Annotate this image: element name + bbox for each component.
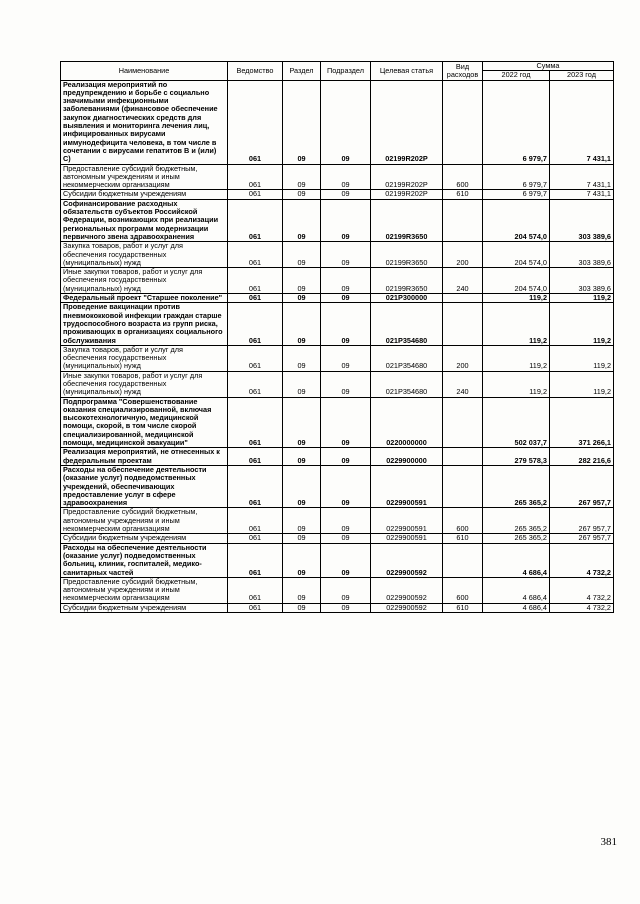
department-cell: 061 bbox=[228, 80, 283, 164]
name-cell: Закупка товаров, работ и услуг для обеспечения государственных (муниципальных) нужд bbox=[61, 345, 228, 371]
expense-type-cell bbox=[443, 448, 483, 466]
department-cell: 061 bbox=[228, 448, 283, 466]
subsection-cell: 09 bbox=[321, 397, 371, 448]
table-row bbox=[61, 80, 614, 164]
name-cell: Софинансирование расходных обязательств субъектов Российской Федерации, возникающих при реализации региональных программ модернизации первичного звена здравоохранения bbox=[61, 199, 228, 241]
department-cell: 061 bbox=[228, 543, 283, 577]
table-row bbox=[61, 508, 614, 534]
table-row bbox=[61, 465, 614, 507]
department-cell: 061 bbox=[228, 268, 283, 294]
subsection-cell: 09 bbox=[321, 242, 371, 268]
column-header-sum: Сумма bbox=[483, 62, 614, 71]
section-cell: 09 bbox=[283, 543, 321, 577]
amount-2022-cell: 119,2 bbox=[483, 303, 550, 345]
expense-type-cell: 610 bbox=[443, 603, 483, 612]
target-article-cell: 0229900591 bbox=[371, 465, 443, 507]
department-cell: 061 bbox=[228, 577, 283, 603]
table-row bbox=[61, 577, 614, 603]
column-header-section: Раздел bbox=[283, 62, 321, 81]
amount-2023-cell: 119,2 bbox=[550, 303, 614, 345]
subsection-cell: 09 bbox=[321, 199, 371, 241]
table-row bbox=[61, 448, 614, 466]
subsection-cell: 09 bbox=[321, 268, 371, 294]
amount-2022-cell: 204 574,0 bbox=[483, 268, 550, 294]
name-cell: Расходы на обеспечение деятельности (оказание услуг) подведомственных учреждений, обеспечивающих предоставление услуг в сфере здравоохранения bbox=[61, 465, 228, 507]
name-cell: Субсидии бюджетным учреждениям bbox=[61, 534, 228, 543]
amount-2023-cell: 303 389,6 bbox=[550, 268, 614, 294]
expense-type-cell: 600 bbox=[443, 577, 483, 603]
column-header-subsection: Подраздел bbox=[321, 62, 371, 81]
amount-2023-cell: 4 732,2 bbox=[550, 543, 614, 577]
department-cell: 061 bbox=[228, 199, 283, 241]
subsection-cell: 09 bbox=[321, 465, 371, 507]
amount-2022-cell: 265 365,2 bbox=[483, 508, 550, 534]
table-row bbox=[61, 603, 614, 612]
table-row bbox=[61, 190, 614, 199]
subsection-cell: 09 bbox=[321, 371, 371, 397]
section-cell: 09 bbox=[283, 294, 321, 303]
amount-2022-cell: 204 574,0 bbox=[483, 199, 550, 241]
subsection-cell: 09 bbox=[321, 448, 371, 466]
section-cell: 09 bbox=[283, 164, 321, 190]
name-cell: Реализация мероприятий по предупреждению и борьбе с социально значимыми инфекционными заболеваниями (финансовое обеспечение закупок диагностических средств для выявления и мониторинга лечения лиц, инфицированных вирусами иммунодефицита человека, в том числе в сочетании с вирусами гепатитов В и (или) С) bbox=[61, 80, 228, 164]
amount-2023-cell: 371 266,1 bbox=[550, 397, 614, 448]
target-article-cell: 02199R202P bbox=[371, 164, 443, 190]
amount-2022-cell: 4 686,4 bbox=[483, 603, 550, 612]
target-article-cell: 0229900591 bbox=[371, 534, 443, 543]
section-cell: 09 bbox=[283, 508, 321, 534]
target-article-cell: 0220000000 bbox=[371, 397, 443, 448]
expense-type-cell: 200 bbox=[443, 345, 483, 371]
subsection-cell: 09 bbox=[321, 534, 371, 543]
amount-2023-cell: 267 957,7 bbox=[550, 508, 614, 534]
name-cell: Предоставление субсидий бюджетным, автономным учреждениям и иным некоммерческим организациям bbox=[61, 164, 228, 190]
column-header-2022: 2022 год bbox=[483, 71, 550, 80]
name-cell: Подпрограмма "Совершенствование оказания специализированной, включая высокотехнологичную, медицинской помощи, скорой, в том числе скорой специализированной, медицинской помощи, медицинской эвакуации" bbox=[61, 397, 228, 448]
expense-type-cell: 610 bbox=[443, 190, 483, 199]
department-cell: 061 bbox=[228, 303, 283, 345]
column-header-department: Ведомство bbox=[228, 62, 283, 81]
amount-2022-cell: 502 037,7 bbox=[483, 397, 550, 448]
column-header-2023: 2023 год bbox=[550, 71, 614, 80]
subsection-cell: 09 bbox=[321, 190, 371, 199]
section-cell: 09 bbox=[283, 80, 321, 164]
name-cell: Расходы на обеспечение деятельности (оказание услуг) подведомственных больниц, клиник, госпиталей, медико-санитарных частей bbox=[61, 543, 228, 577]
subsection-cell: 09 bbox=[321, 164, 371, 190]
department-cell: 061 bbox=[228, 465, 283, 507]
budget-table bbox=[60, 61, 614, 613]
expense-type-cell bbox=[443, 397, 483, 448]
name-cell: Предоставление субсидий бюджетным, автономным учреждениям и иным некоммерческим организациям bbox=[61, 577, 228, 603]
amount-2022-cell: 119,2 bbox=[483, 345, 550, 371]
target-article-cell: 02199R3650 bbox=[371, 199, 443, 241]
target-article-cell: 021P300000 bbox=[371, 294, 443, 303]
department-cell: 061 bbox=[228, 397, 283, 448]
expense-type-cell: 240 bbox=[443, 371, 483, 397]
section-cell: 09 bbox=[283, 448, 321, 466]
section-cell: 09 bbox=[283, 242, 321, 268]
section-cell: 09 bbox=[283, 577, 321, 603]
table-row bbox=[61, 534, 614, 543]
amount-2023-cell: 119,2 bbox=[550, 345, 614, 371]
expense-type-cell bbox=[443, 543, 483, 577]
table-header-row bbox=[61, 62, 614, 71]
amount-2023-cell: 4 732,2 bbox=[550, 577, 614, 603]
department-cell: 061 bbox=[228, 534, 283, 543]
expense-type-cell: 610 bbox=[443, 534, 483, 543]
name-cell: Субсидии бюджетным учреждениям bbox=[61, 190, 228, 199]
subsection-cell: 09 bbox=[321, 603, 371, 612]
expense-type-cell bbox=[443, 303, 483, 345]
amount-2022-cell: 265 365,2 bbox=[483, 534, 550, 543]
department-cell: 061 bbox=[228, 508, 283, 534]
table-row bbox=[61, 268, 614, 294]
department-cell: 061 bbox=[228, 242, 283, 268]
target-article-cell: 0229900592 bbox=[371, 577, 443, 603]
page-number: 381 bbox=[600, 836, 617, 848]
section-cell: 09 bbox=[283, 199, 321, 241]
amount-2023-cell: 282 216,6 bbox=[550, 448, 614, 466]
amount-2023-cell: 303 389,6 bbox=[550, 199, 614, 241]
subsection-cell: 09 bbox=[321, 577, 371, 603]
department-cell: 061 bbox=[228, 371, 283, 397]
column-header-name: Наименование bbox=[61, 62, 228, 81]
expense-type-cell bbox=[443, 294, 483, 303]
table-row bbox=[61, 199, 614, 241]
section-cell: 09 bbox=[283, 534, 321, 543]
target-article-cell: 02199R202P bbox=[371, 80, 443, 164]
name-cell: Иные закупки товаров, работ и услуг для обеспечения государственных (муниципальных) нужд bbox=[61, 268, 228, 294]
amount-2022-cell: 265 365,2 bbox=[483, 465, 550, 507]
amount-2023-cell: 4 732,2 bbox=[550, 603, 614, 612]
target-article-cell: 02199R3650 bbox=[371, 242, 443, 268]
amount-2023-cell: 119,2 bbox=[550, 294, 614, 303]
section-cell: 09 bbox=[283, 190, 321, 199]
table-row bbox=[61, 294, 614, 303]
column-header-expense-type: Вид расходов bbox=[443, 62, 483, 81]
target-article-cell: 02199R3650 bbox=[371, 268, 443, 294]
amount-2023-cell: 303 389,6 bbox=[550, 242, 614, 268]
expense-type-cell: 600 bbox=[443, 164, 483, 190]
table-row bbox=[61, 345, 614, 371]
name-cell: Федеральный проект "Старшее поколение" bbox=[61, 294, 228, 303]
amount-2022-cell: 6 979,7 bbox=[483, 164, 550, 190]
amount-2022-cell: 6 979,7 bbox=[483, 190, 550, 199]
table-row bbox=[61, 303, 614, 345]
amount-2022-cell: 119,2 bbox=[483, 371, 550, 397]
target-article-cell: 021P354680 bbox=[371, 345, 443, 371]
section-cell: 09 bbox=[283, 397, 321, 448]
name-cell: Закупка товаров, работ и услуг для обеспечения государственных (муниципальных) нужд bbox=[61, 242, 228, 268]
name-cell: Иные закупки товаров, работ и услуг для обеспечения государственных (муниципальных) нужд bbox=[61, 371, 228, 397]
amount-2022-cell: 204 574,0 bbox=[483, 242, 550, 268]
amount-2022-cell: 6 979,7 bbox=[483, 80, 550, 164]
department-cell: 061 bbox=[228, 345, 283, 371]
subsection-cell: 09 bbox=[321, 543, 371, 577]
department-cell: 061 bbox=[228, 164, 283, 190]
expense-type-cell: 600 bbox=[443, 508, 483, 534]
target-article-cell: 0229900592 bbox=[371, 543, 443, 577]
section-cell: 09 bbox=[283, 465, 321, 507]
department-cell: 061 bbox=[228, 603, 283, 612]
section-cell: 09 bbox=[283, 303, 321, 345]
target-article-cell: 0229900000 bbox=[371, 448, 443, 466]
amount-2023-cell: 7 431,1 bbox=[550, 80, 614, 164]
section-cell: 09 bbox=[283, 371, 321, 397]
amount-2022-cell: 4 686,4 bbox=[483, 577, 550, 603]
subsection-cell: 09 bbox=[321, 80, 371, 164]
expense-type-cell bbox=[443, 465, 483, 507]
column-header-target-article: Целевая статья bbox=[371, 62, 443, 81]
table-row bbox=[61, 242, 614, 268]
amount-2022-cell: 4 686,4 bbox=[483, 543, 550, 577]
target-article-cell: 0229900592 bbox=[371, 603, 443, 612]
target-article-cell: 02199R202P bbox=[371, 190, 443, 199]
amount-2022-cell: 279 578,3 bbox=[483, 448, 550, 466]
section-cell: 09 bbox=[283, 268, 321, 294]
subsection-cell: 09 bbox=[321, 294, 371, 303]
department-cell: 061 bbox=[228, 190, 283, 199]
table-row bbox=[61, 397, 614, 448]
amount-2023-cell: 267 957,7 bbox=[550, 465, 614, 507]
expense-type-cell: 200 bbox=[443, 242, 483, 268]
expense-type-cell bbox=[443, 80, 483, 164]
expense-type-cell bbox=[443, 199, 483, 241]
target-article-cell: 021P354680 bbox=[371, 371, 443, 397]
amount-2023-cell: 119,2 bbox=[550, 371, 614, 397]
table-body bbox=[61, 80, 614, 612]
table-row bbox=[61, 371, 614, 397]
amount-2023-cell: 7 431,1 bbox=[550, 190, 614, 199]
name-cell: Проведение вакцинации против пневмококковой инфекции граждан старше трудоспособного возраста из групп риска, проживающих в организациях социального обслуживания bbox=[61, 303, 228, 345]
expense-type-cell: 240 bbox=[443, 268, 483, 294]
amount-2022-cell: 119,2 bbox=[483, 294, 550, 303]
amount-2023-cell: 7 431,1 bbox=[550, 164, 614, 190]
table-row bbox=[61, 543, 614, 577]
subsection-cell: 09 bbox=[321, 508, 371, 534]
section-cell: 09 bbox=[283, 603, 321, 612]
target-article-cell: 0229900591 bbox=[371, 508, 443, 534]
table-row bbox=[61, 164, 614, 190]
target-article-cell: 021P354680 bbox=[371, 303, 443, 345]
subsection-cell: 09 bbox=[321, 345, 371, 371]
name-cell: Реализация мероприятий, не отнесенных к федеральным проектам bbox=[61, 448, 228, 466]
amount-2023-cell: 267 957,7 bbox=[550, 534, 614, 543]
subsection-cell: 09 bbox=[321, 303, 371, 345]
name-cell: Субсидии бюджетным учреждениям bbox=[61, 603, 228, 612]
department-cell: 061 bbox=[228, 294, 283, 303]
section-cell: 09 bbox=[283, 345, 321, 371]
name-cell: Предоставление субсидий бюджетным, автономным учреждениям и иным некоммерческим организациям bbox=[61, 508, 228, 534]
